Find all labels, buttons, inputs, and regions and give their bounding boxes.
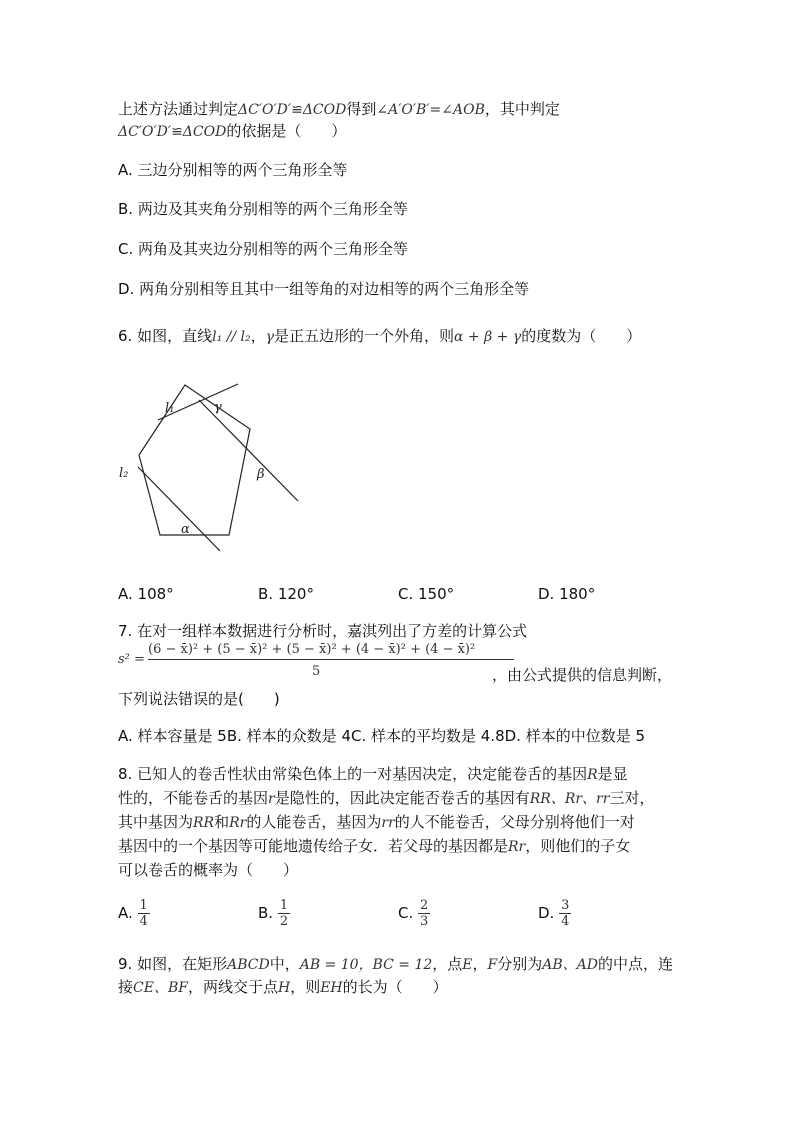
option-label: C. — [398, 904, 414, 922]
q8-option-b — [258, 898, 290, 929]
q5-equals: = — [429, 102, 442, 118]
label-l1: l₁ — [165, 401, 175, 416]
q9-segments: CE、BF — [133, 980, 188, 996]
q9-rectangle: ABCD — [227, 957, 270, 973]
q6-text: ， — [250, 327, 266, 345]
q9-text: ， — [472, 955, 488, 973]
q5-angle: ∠AOB — [441, 102, 485, 118]
denominator: 4 — [139, 914, 148, 929]
denominator: 2 — [279, 914, 289, 929]
q9-text: ，两线交于点 — [187, 978, 278, 996]
q7-denominator: 5 — [312, 664, 321, 679]
q9-text: 的中点，连 — [598, 955, 674, 973]
q8-text: 三对， — [609, 789, 655, 807]
q5-triangle: ΔC′O′D′ — [118, 124, 172, 140]
q8-text: 性的，不能卷舌的基因 — [118, 789, 269, 807]
q6-gamma: γ — [265, 329, 274, 345]
q5-congruent-symbol: ≌ — [171, 124, 183, 140]
q7-stem-cont: ，由公式提供的信息判断， — [492, 666, 673, 684]
numerator: 1 — [279, 898, 289, 913]
q5-text: 上述方法通过判定 — [118, 100, 239, 118]
q8-text: 的人不能卷舌，父母分别将他们一对 — [394, 813, 635, 831]
q9-point: H — [277, 980, 291, 996]
q8-option-a — [118, 898, 150, 929]
q6-figure — [110, 378, 310, 558]
q5-angle: ∠A′O′B′ — [376, 102, 430, 118]
q5-triangle: ΔC′O′D′ — [238, 102, 292, 118]
q8-text: 是显 — [597, 765, 628, 783]
q5-text: ，其中判定 — [484, 100, 560, 118]
denominator: 4 — [561, 914, 570, 929]
q9-text: 分别为 — [497, 955, 543, 973]
q6-option-b: B. 120° — [258, 585, 314, 603]
fraction — [278, 898, 290, 929]
q8-line3 — [118, 811, 635, 834]
option-label: A. — [118, 904, 133, 922]
q6-option-c: C. 150° — [398, 585, 455, 603]
option-label: D. — [538, 904, 555, 922]
q9-segment: EH — [320, 980, 343, 996]
q8-line4 — [118, 835, 630, 858]
fraction — [559, 898, 571, 929]
q9-point: E — [462, 957, 473, 973]
q6-option-d: D. 180° — [538, 585, 596, 603]
q5-option-c: C. 两角及其夹边分别相等的两个三角形全等 — [118, 240, 409, 258]
q6-parallel-lines: l₁ // l₂ — [212, 329, 251, 345]
q8-text: 和 — [214, 813, 230, 831]
q9-line2 — [118, 976, 448, 999]
q9-text: 9. 如图，在矩形 — [118, 955, 228, 973]
label-l2: l₂ — [119, 466, 129, 481]
q5-option-d: D. 两角分别相等且其中一组等角的对边相等的两个三角形全等 — [118, 280, 530, 298]
q6-text: 是正五边形的一个外角，则 — [274, 327, 455, 345]
option-label: B. — [258, 904, 274, 922]
q9-sides: AB、AD — [542, 957, 599, 973]
numerator: 1 — [139, 898, 148, 913]
numerator: 2 — [420, 898, 429, 913]
q5-option-b: B. 两边及其夹角分别相等的两个三角形全等 — [118, 200, 408, 218]
line-l3 — [138, 467, 220, 551]
q8-text: 8. 已知人的卷舌性状由常染色体上的一对基因决定，决定能卷舌的基因 — [118, 765, 588, 783]
q5-intro-line1 — [118, 98, 560, 121]
q9-text: ，则 — [290, 978, 321, 996]
q8-gene: R — [587, 767, 598, 783]
q8-gene: Rr — [229, 815, 247, 831]
line-l2 — [199, 400, 298, 501]
q5-text: 的依据是（ ） — [226, 122, 347, 140]
q6-stem — [118, 325, 641, 348]
q7-s2: s² = — [118, 652, 145, 667]
q9-text: 接 — [118, 978, 134, 996]
denominator: 3 — [420, 914, 429, 929]
q8-text: 其中基因为 — [118, 813, 194, 831]
q8-text: 基因中的一个基因等可能地遗传给子女．若父母的基因都是 — [118, 837, 509, 855]
pentagon — [139, 385, 250, 535]
q8-genes: RR、Rr、rr — [529, 791, 610, 807]
q8-gene: r — [268, 791, 275, 807]
q6-expression: α + β + γ — [454, 329, 522, 345]
q5-triangle: ΔCOD — [302, 102, 347, 118]
q9-given: AB = 10，BC = 12 — [299, 957, 433, 973]
q8-line5: 可以卷舌的概率为（ ） — [118, 861, 299, 879]
q8-gene: RR — [193, 815, 215, 831]
q8-text: 是隐性的，因此决定能否卷舌的基因有 — [274, 789, 530, 807]
q5-congruent-symbol: ≌ — [291, 102, 303, 118]
label-gamma: γ — [214, 400, 222, 415]
q5-option-a: A. 三边分别相等的两个三角形全等 — [118, 161, 348, 179]
q9-line1 — [118, 953, 673, 976]
q9-text: 的长为（ ） — [342, 978, 448, 996]
q6-text: 的度数为（ ） — [521, 327, 642, 345]
q5-text: 得到 — [346, 100, 377, 118]
q5-triangle: ΔCOD — [182, 124, 227, 140]
label-alpha: α — [181, 522, 190, 537]
q7-stem: 7. 在对一组样本数据进行分析时，嘉淇列出了方差的计算公式 — [118, 622, 528, 640]
q8-option-c — [398, 898, 430, 929]
numerator: 3 — [561, 898, 570, 913]
fraction — [418, 898, 430, 929]
q8-gene: rr — [381, 815, 395, 831]
q6-option-a: A. 108° — [118, 585, 174, 603]
label-beta: β — [257, 467, 265, 482]
q6-text: 6. 如图，直线 — [118, 327, 213, 345]
q7-stem-2: 下列说法错误的是( ) — [118, 690, 280, 708]
q8-text: ，则他们的子女 — [525, 837, 631, 855]
q8-line2 — [118, 787, 654, 810]
fraction — [138, 898, 150, 929]
q8-gene: Rr — [508, 839, 526, 855]
q7-numerator: (6 − x̄)² + (5 − x̄)² + (5 − x̄)² + (4 − x̄)² + (4 − x̄)² — [148, 642, 514, 660]
q7-options: A. 样本容量是 5B. 样本的众数是 4C. 样本的平均数是 4.8D. 样本的中位数是 5 — [118, 727, 646, 745]
q9-point: F — [487, 957, 498, 973]
q8-option-d — [538, 898, 571, 929]
q9-text: ，点 — [432, 955, 463, 973]
q9-text: 中， — [269, 955, 300, 973]
q8-text: 的人能卷舌，基因为 — [246, 813, 382, 831]
q8-line1 — [118, 763, 628, 786]
q5-intro-line2 — [118, 120, 346, 143]
